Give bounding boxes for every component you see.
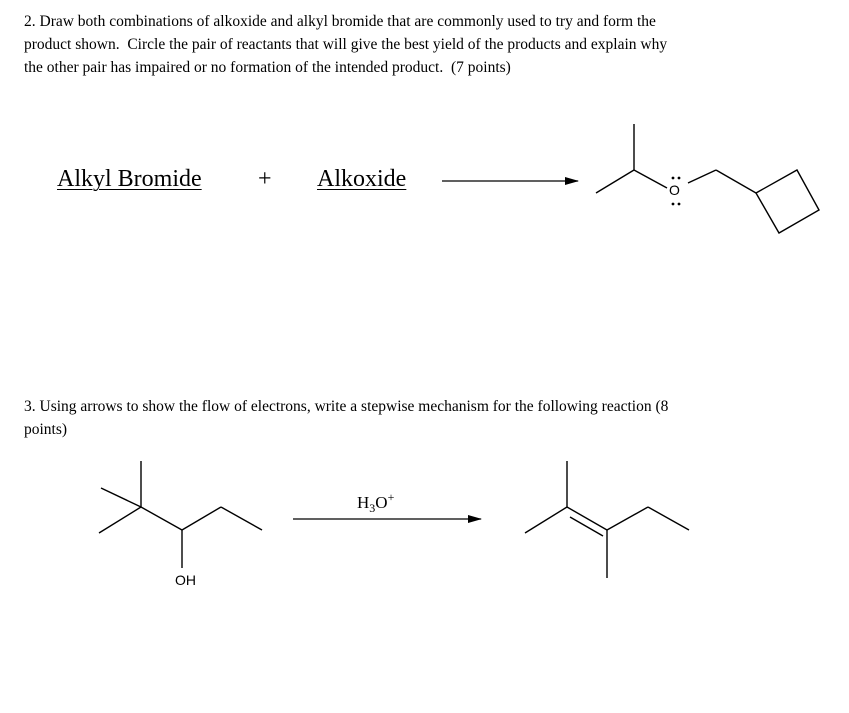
question-2-text: 2. Draw both combinations of alkoxide and alkyl bromide that are commonly used to try and form the product shown. Circle the pair of reactants that will give the best yield of the products and explain why the other pair has impaired or no formation of the intended product. (7 points): [24, 13, 668, 76]
acid-reagent-label: $H_3O^+$: [357, 490, 395, 515]
ether-product-structure: [596, 124, 819, 233]
alkyl-bromide-label: Alkyl Bromide: [57, 166, 202, 192]
question-3-text: 3. Using arrows to show the flow of electrons, write a stepwise mechanism for the following reaction (8 points): [24, 398, 669, 438]
alkoxide-label: Alkoxide: [317, 166, 407, 192]
hydroxyl-label: OH: [175, 572, 196, 588]
plus-sign: +: [258, 166, 272, 192]
alkene-product-structure: [525, 461, 689, 578]
ether-oxygen-atom: [669, 177, 680, 206]
alcohol-reactant-structure: [99, 461, 262, 568]
oxygen-label: O: [669, 182, 680, 198]
